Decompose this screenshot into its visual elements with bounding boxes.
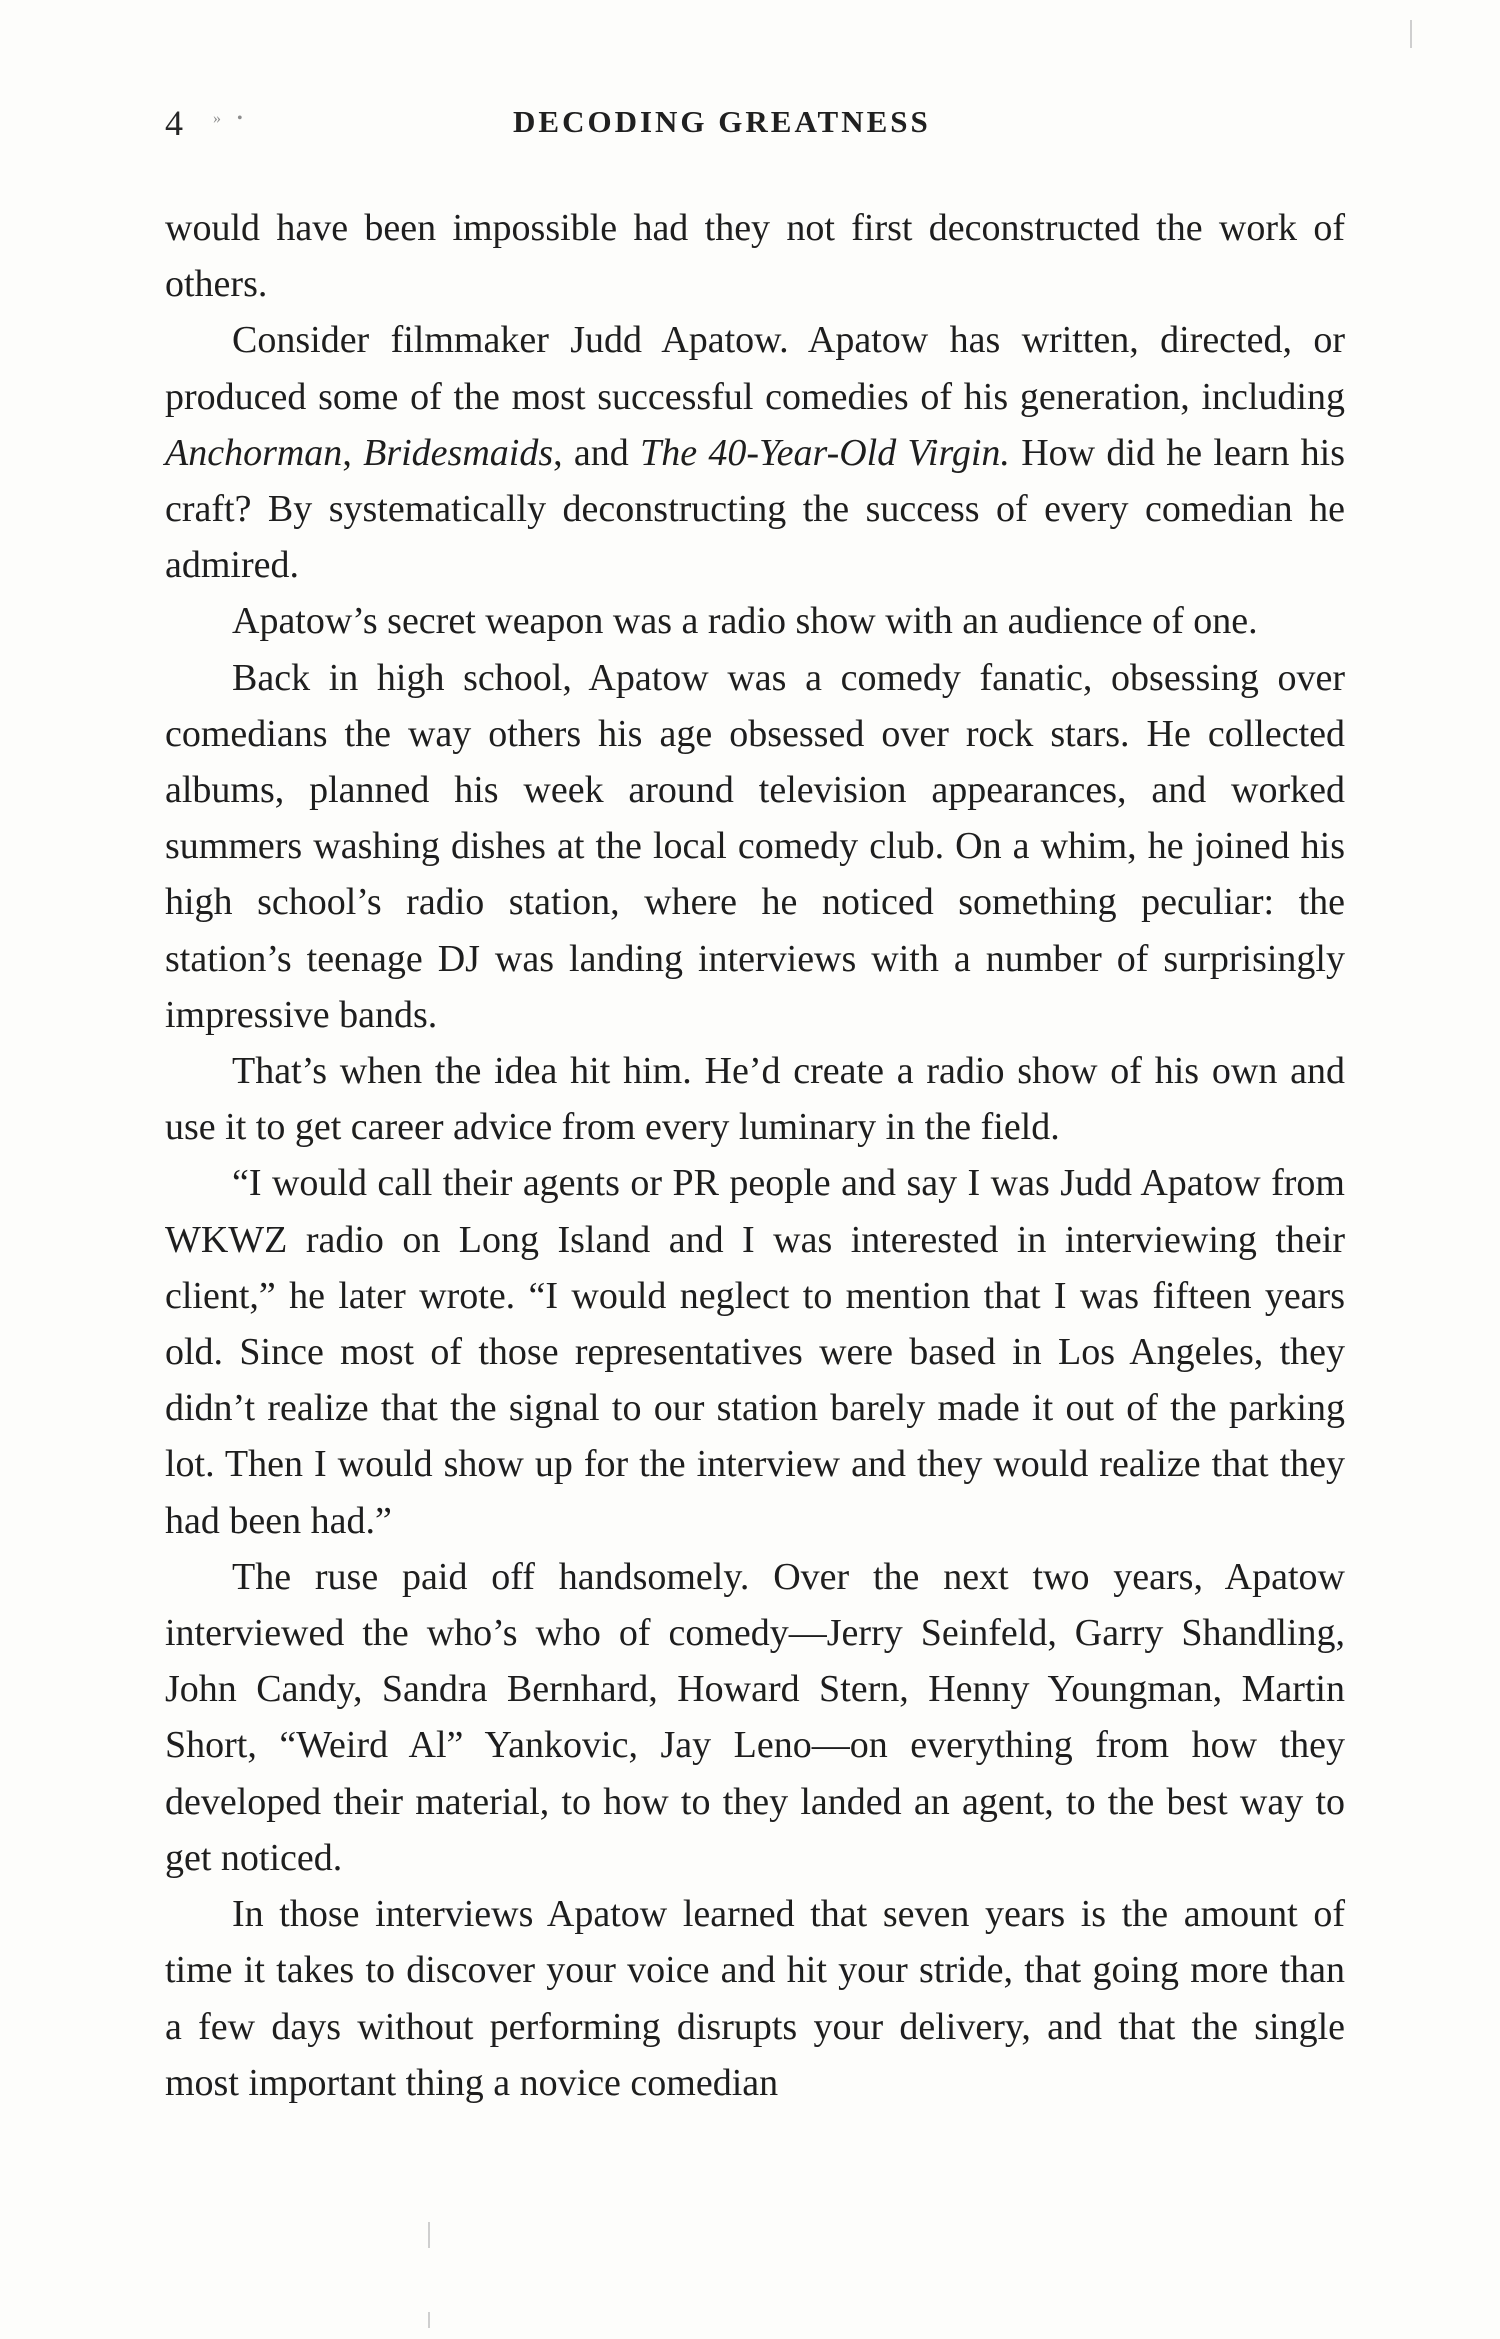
paragraph-7: The ruse paid off handsomely. Over the next two years, Apatow interviewed the who’s who of comedy—Jerry Seinfeld, Garry Shandling, John Candy, Sandra Bernhard, Howard Stern, Henny Youngman, Martin Short, “Weird Al” Yankovic, Jay Leno—on everything from how they developed their material, to how to they landed an agent, to the best way to get noticed.: [165, 1555, 1345, 1879]
paragraph-5: That’s when the idea hit him. He’d create a radio show of his own and use it to get career advice from every luminary in the field.: [165, 1050, 1345, 1149]
margin-mark-top: [1410, 20, 1412, 48]
page-header: [165, 102, 1345, 152]
paragraph-8: In those interviews Apatow learned that seven years is the amount of time it takes to discover your voice and hit your stride, that going more than a few days without performing disrupts your delivery, and that the single most important thing a novice comedian: [165, 1893, 1345, 2104]
paragraph-1: would have been impossible had they not first deconstructed the work of others.: [165, 207, 1345, 306]
running-head: DECODING GREATNESS: [513, 104, 931, 139]
paragraph-6: “I would call their agents or PR people and say I was Judd Apatow from WKWZ radio on Long Island and I was interested in interviewing their client,” he later wrote. “I would neglect to mention that I was fifteen years old. Since most of those representatives were based in Los Angeles, they didn’t realize that the signal to our station barely made it out of the parking lot. Then I would show up for the interview and they would realize that they had been had.”: [165, 1162, 1345, 1542]
paragraph-2-separator-2: , and: [553, 431, 641, 474]
paragraph-2-text-b: How did he learn his craft? By systematically deconstructing the success of every comedian he admired.: [165, 431, 1345, 587]
paragraph-2-separator-1: ,: [342, 431, 364, 474]
margin-mark-bottom: [428, 2222, 430, 2248]
margin-mark-bottom-2: [428, 2312, 430, 2328]
film-title-anchorman: Anchorman: [165, 431, 343, 474]
film-title-40-year-old-virgin: The 40-Year-Old Virgin.: [640, 431, 1010, 474]
paragraph-4: Back in high school, Apatow was a comedy fanatic, obsessing over comedians the way others his age obsessed over rock stars. He collected albums, planned his week around television appearances, and worked summers washing dishes at the local comedy club. On a whim, he joined his high school’s radio station, where he noticed something peculiar: the station’s teenage DJ was landing interviews with a number of surprisingly impressive bands.: [165, 656, 1345, 1036]
header-ornament: » •: [213, 110, 249, 127]
film-title-bridesmaids: Bridesmaids: [363, 431, 554, 474]
paragraph-2: [165, 312, 1345, 593]
page-number: 4: [165, 103, 183, 143]
paragraph-2-text-a: Consider filmmaker Judd Apatow. Apatow has written, directed, or produced some of the most successful comedies of his generation, including: [165, 319, 1345, 418]
paragraph-3: Apatow’s secret weapon was a radio show with an audience of one.: [232, 600, 1258, 643]
body-text: [165, 200, 1345, 2111]
